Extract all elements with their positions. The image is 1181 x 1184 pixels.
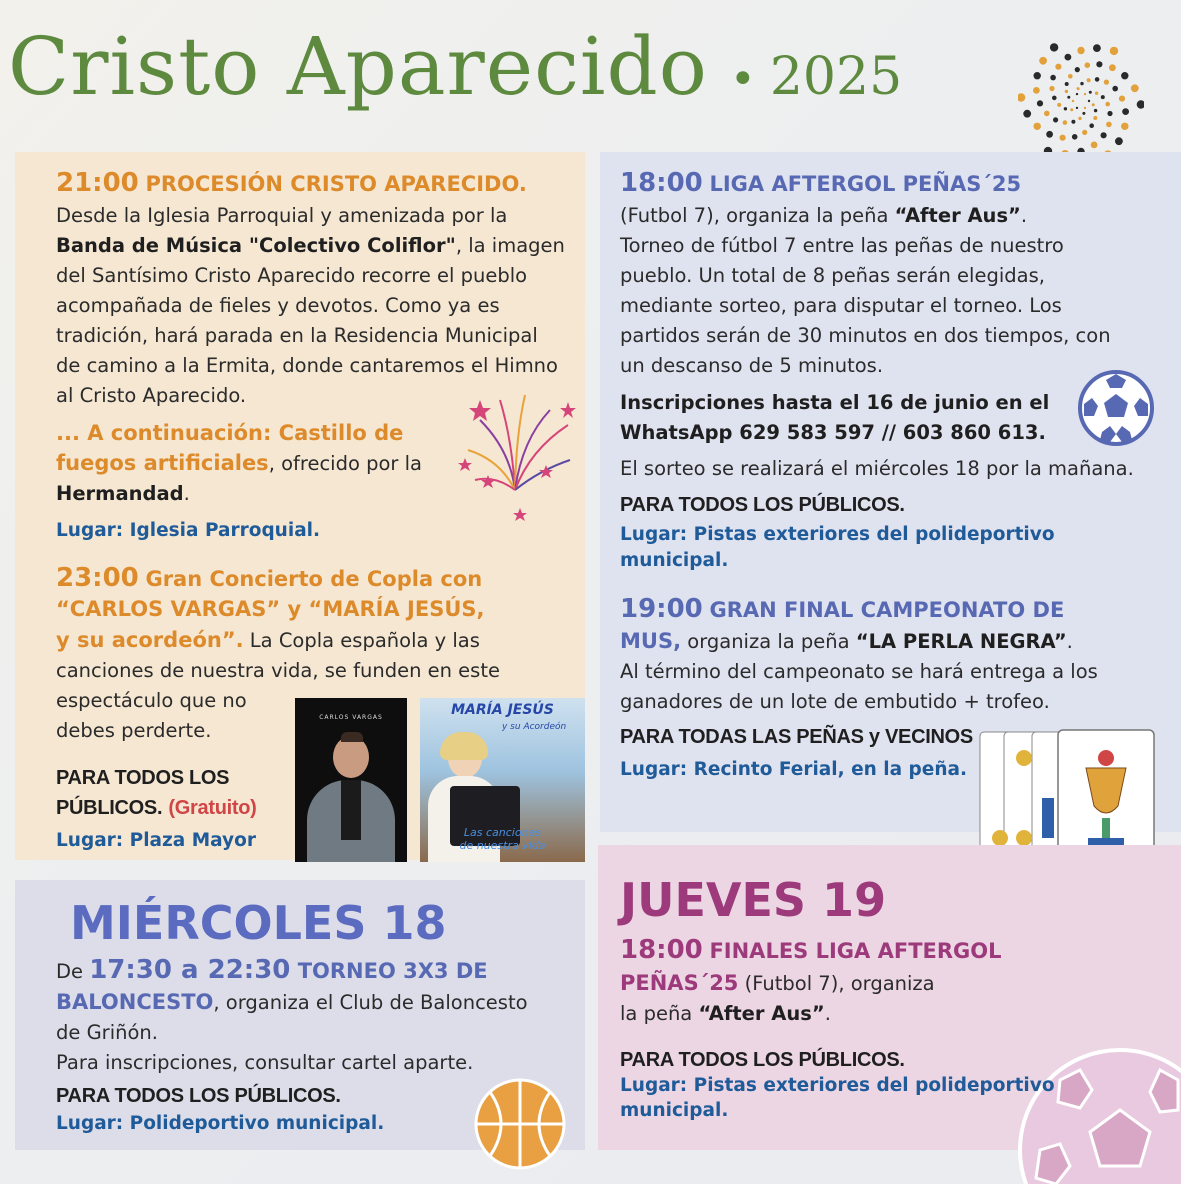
spiral-dot bbox=[1063, 120, 1068, 125]
spiral-dot bbox=[1107, 111, 1112, 116]
lugar-pistas-jueves: Lugar: Pistas exteriores del polideportivo municipal. bbox=[620, 1075, 1055, 1121]
finales-publico: PARA TODOS LOS PÚBLICOS. bbox=[620, 1049, 905, 1071]
event-finales-heading: 18:00 FINALES LIGA AFTERGOL bbox=[620, 935, 1002, 965]
spiral-dot bbox=[1106, 122, 1112, 128]
event-concierto-body: y su acordeón”. La Copla española y las canciones de nuestra vida, se funden en este espectáculo que no debes perderte. bbox=[56, 628, 500, 742]
spiral-dot bbox=[1050, 75, 1056, 81]
spiral-dot bbox=[1121, 72, 1128, 79]
event-liga-body: (Futbol 7), organiza la peña “After Aus”. Torneo de fútbol 7 entre las peñas de nuestro pueblo. Un total de 8 peñas serán elegidas, mediante sorteo, para disputar el torneo. Los partidos serán de 30 minutos en dos tiempos, con un descanso de 5 minutos. bbox=[620, 204, 1111, 377]
spiral-dot bbox=[1018, 93, 1025, 101]
event-procesion-body: Desde la Iglesia Parroquial y amenizada por la Banda de Música "Colectivo Coliflor", la imagen del Santísimo Cristo Aparecido recorre el pueblo acompañada de fieles y devotos. Como ya es tradición, hará parada en la Residencia Municipal de camino a la Ermita, donde cantaremos el Himno al Cristo Aparecido. bbox=[56, 204, 565, 407]
spiral-dot bbox=[1071, 120, 1075, 124]
spiral-dot bbox=[1094, 109, 1097, 112]
spiral-dot bbox=[1050, 43, 1058, 51]
spiral-dot bbox=[1077, 47, 1084, 54]
spiral-dot bbox=[1092, 103, 1095, 106]
spiral-dot bbox=[1078, 117, 1081, 120]
spiral-dot bbox=[1065, 54, 1072, 61]
spiral-dot bbox=[1057, 103, 1061, 107]
spiral-dot bbox=[1046, 131, 1053, 138]
fireworks-icon bbox=[450, 380, 585, 530]
baloncesto-publico: PARA TODOS LOS PÚBLICOS. bbox=[56, 1085, 341, 1107]
spiral-dot bbox=[1068, 74, 1073, 79]
spiral-dot bbox=[1131, 84, 1139, 92]
spiral-dot bbox=[1052, 96, 1057, 101]
lugar-polideportivo: Lugar: Polideportivo municipal. bbox=[56, 1113, 385, 1134]
event-procesion-heading bbox=[56, 168, 527, 199]
spiral-dot bbox=[1095, 77, 1100, 82]
spiral-dot bbox=[1101, 95, 1105, 99]
spiral-dot bbox=[1104, 80, 1109, 85]
spiral-dot bbox=[1105, 102, 1110, 107]
spiral-dot bbox=[1060, 135, 1066, 141]
day-jueves: JUEVES 19 bbox=[620, 873, 887, 927]
spiral-dot bbox=[1095, 92, 1098, 95]
lugar-plaza-mayor: Lugar: Plaza Mayor bbox=[56, 830, 256, 851]
spiral-dot bbox=[1093, 44, 1101, 52]
spiral-dot bbox=[1112, 86, 1118, 92]
spiral-dot bbox=[1076, 107, 1078, 109]
spiral-dot bbox=[1087, 78, 1091, 82]
spiral-dot bbox=[1085, 62, 1091, 68]
lugar-recinto-ferial: Lugar: Recinto Ferial, en la peña. bbox=[620, 759, 968, 780]
title-text: Cristo Aparecido bbox=[8, 20, 708, 113]
carlos-vargas-photo: CARLOS VARGAS bbox=[295, 698, 407, 862]
spiral-dot bbox=[1055, 64, 1061, 70]
spiral-dot bbox=[1034, 123, 1041, 130]
spiral-dot bbox=[1109, 64, 1116, 71]
spiral-dot bbox=[1039, 57, 1047, 65]
title-year: 2025 bbox=[769, 47, 903, 107]
event-time: 21:00 bbox=[56, 168, 139, 198]
spiral-dot bbox=[1137, 100, 1144, 108]
spiral-dot bbox=[1101, 132, 1107, 138]
spiral-dot bbox=[1072, 134, 1078, 140]
event-concierto-heading: 23:00 Gran Concierto de Copla con “CARLOS VARGAS” y “MARÍA JESÚS, bbox=[56, 563, 485, 621]
spiral-dot bbox=[1033, 87, 1040, 94]
spiral-dot bbox=[1082, 130, 1087, 135]
spiral-dot bbox=[1110, 47, 1118, 55]
spiral-dot bbox=[1070, 108, 1073, 111]
event-mus-heading: 19:00 GRAN FINAL CAMPEONATO DE bbox=[620, 594, 1065, 624]
lugar-pistas: Lugar: Pistas exteriores del polideportivo municipal. bbox=[620, 524, 1055, 571]
spiral-dot bbox=[1122, 108, 1129, 115]
basketball-icon bbox=[472, 1076, 568, 1172]
spiral-dot bbox=[1044, 111, 1050, 117]
spiral-dot bbox=[1049, 86, 1054, 91]
liga-inscripciones: Inscripciones hasta el 16 de junio en el WhatsApp 629 583 597 // 603 860 613. bbox=[620, 391, 1050, 444]
spiral-dot bbox=[1115, 137, 1123, 145]
event-fuegos-text: ... A continuación: Castillo de fuegos artificiales, ofrecido por la Hermandad. bbox=[56, 421, 423, 505]
event-title: PROCESIÓN CRISTO APARECIDO. bbox=[145, 172, 527, 196]
lugar-iglesia: Lugar: Iglesia Parroquial. bbox=[56, 520, 321, 541]
spiral-dot bbox=[1091, 142, 1098, 149]
spiral-dot bbox=[1023, 110, 1031, 118]
spiral-dot bbox=[1034, 72, 1041, 79]
soccer-ball-icon bbox=[1076, 368, 1156, 448]
liga-publico: PARA TODOS LOS PÚBLICOS. bbox=[620, 494, 905, 516]
spiral-dot bbox=[1064, 107, 1067, 110]
spiral-dot bbox=[1075, 67, 1080, 72]
day-miercoles: MIÉRCOLES 18 bbox=[70, 896, 447, 950]
maria-jesus-photo: MARÍA JESÚS y su Acordeón Las canciones de nuestra vida bbox=[420, 698, 585, 862]
spiral-dot bbox=[1093, 116, 1097, 120]
spiral-dot bbox=[1076, 93, 1078, 95]
spiral-dot bbox=[1119, 96, 1125, 102]
page-title bbox=[8, 20, 902, 130]
spiral-dot bbox=[1084, 107, 1086, 109]
spiral-dot bbox=[1037, 100, 1043, 106]
spiral-dot bbox=[1065, 90, 1068, 93]
spiral-dot bbox=[1082, 112, 1085, 115]
event-baloncesto: De 17:30 a 22:30 TORNEO 3X3 DE BALONCESTO, organiza el Club de Baloncesto de Griñón. Para inscripciones, consultar cartel aparte. bbox=[56, 955, 528, 1074]
event-mus-body: MUS, organiza la peña “LA PERLA NEGRA”. Al término del campeonato se hará entrega a los ganadores de un lote de embutido + trofeo. bbox=[620, 629, 1098, 713]
spiral-dot bbox=[1067, 96, 1070, 99]
concierto-publico: PARA TODOS LOS PÚBLICOS. (Gratuito) bbox=[56, 767, 257, 819]
event-liga-heading: 18:00 LIGA AFTERGOL PEÑAS´25 bbox=[620, 168, 1022, 198]
spiral-dot bbox=[1089, 123, 1094, 128]
title-dot: • bbox=[729, 54, 756, 105]
spiral-dot bbox=[1077, 87, 1080, 90]
mus-publico: PARA TODAS LAS PEÑAS y VECINOS bbox=[620, 726, 973, 748]
spiral-dot bbox=[1084, 93, 1086, 95]
spiral-dots-icon bbox=[1018, 38, 1144, 164]
spiral-dot bbox=[1089, 91, 1092, 94]
spiral-dot bbox=[1088, 100, 1090, 102]
spiral-dot bbox=[1080, 82, 1083, 85]
liga-sorteo: El sorteo se realizará el miércoles 18 por la mañana. bbox=[620, 457, 1134, 480]
spiral-dot bbox=[1065, 82, 1069, 86]
spiral-dot bbox=[1121, 123, 1128, 130]
spiral-dot bbox=[1072, 100, 1074, 102]
spiral-dot bbox=[1053, 117, 1058, 122]
event-finales-body: PEÑAS´25 (Futbol 7), organiza la peña “After Aus”. bbox=[620, 971, 935, 1025]
spiral-dot bbox=[1096, 61, 1102, 67]
